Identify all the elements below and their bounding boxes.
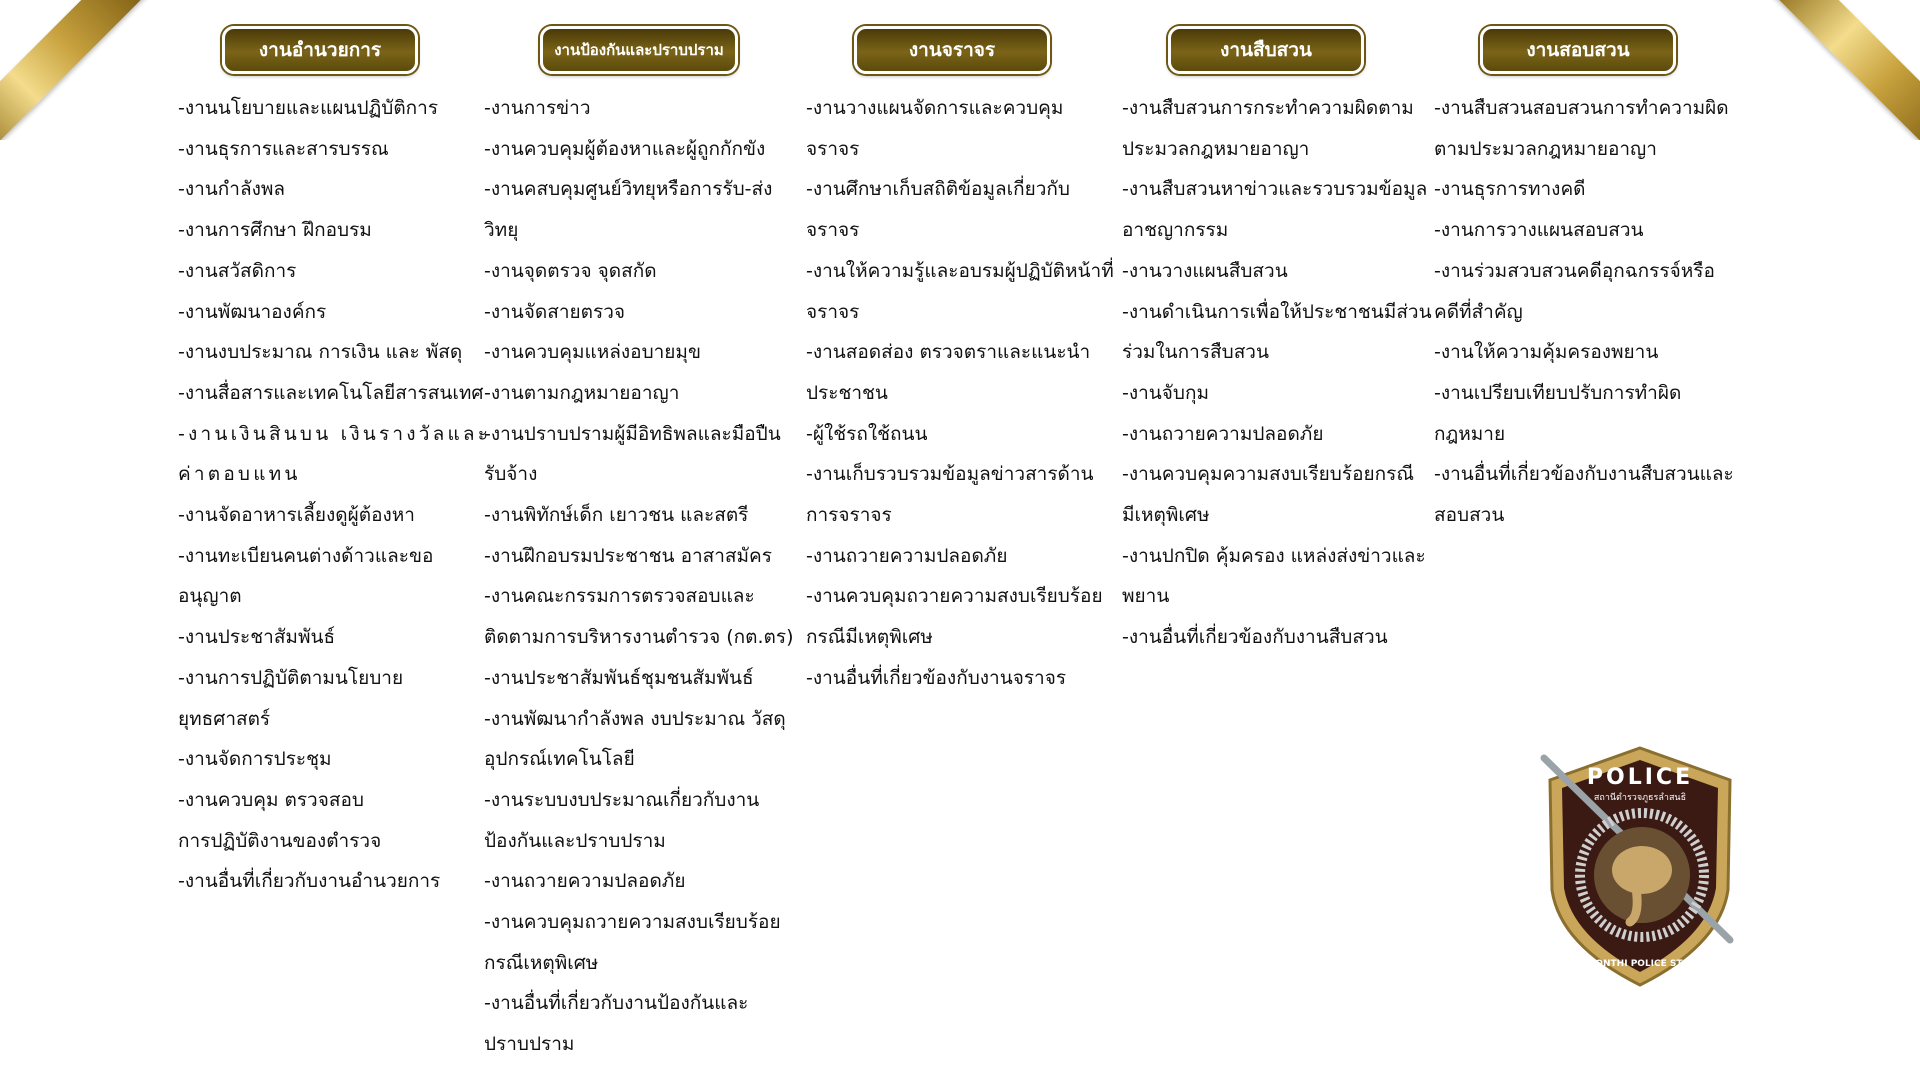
list-item: -งานประชาสัมพันธ์	[178, 626, 336, 649]
list-item: คดีที่สำคัญ	[1434, 300, 1523, 323]
list-item: กฎหมาย	[1434, 422, 1506, 445]
list-item: -งานเงินสินบน เงินรางวัลและ	[178, 422, 492, 445]
list-item: -งานปกปิด คุ้มครอง แหล่งส่งข่าวและ	[1122, 544, 1426, 567]
list-item: -งานดำเนินการเพื่อให้ประชาชนมีส่วน	[1122, 300, 1432, 323]
list-item: -งานธุรการทางคดี	[1434, 178, 1586, 201]
list-item: -งานเก็บรวบรวมข้อมูลข่าวสารด้าน	[806, 463, 1094, 486]
list-item: -งานควบคุมถวายความสงบเรียบร้อย	[484, 911, 781, 934]
list-item: -งานให้ความรู้และอบรมผู้ปฏิบัติหน้าที่	[806, 259, 1114, 282]
list-item: -งานควบคุมแหล่งอบายมุข	[484, 341, 701, 364]
list-item: -งานอื่นที่เกี่ยวข้องกับงานจราจร	[806, 666, 1067, 689]
list-item: วิทยุ	[484, 219, 519, 242]
list-item: -งานสืบสวนสอบสวนการทำความผิด	[1434, 97, 1729, 119]
police-badge-emblem	[1530, 740, 1750, 990]
list-item: -งานการข่าว	[484, 97, 591, 119]
list-item: -งานจุดตรวจ จุดสกัด	[484, 259, 657, 282]
list-item: ประมวลกฎหมายอาญา	[1122, 137, 1310, 160]
list-item: ปราบปราม	[484, 1033, 575, 1056]
task-list	[1434, 88, 1734, 536]
list-item: -งานอื่นที่เกี่ยวกับงานป้องกันและ	[484, 992, 749, 1015]
list-item: จราจร	[806, 300, 860, 323]
list-item: -งานพัฒนากำลังพล งบประมาณ วัสดุ	[484, 707, 786, 730]
badge-title: POLICE	[1586, 765, 1694, 790]
list-item: อนุญาต	[178, 585, 242, 608]
badge-ring-text: LAMSONTHI POLICE STATION	[1567, 959, 1713, 969]
list-item: ยุทธศาสตร์	[178, 707, 271, 730]
list-item: -งานวางแผนจัดการและควบคุม	[806, 97, 1064, 119]
list-item: -งานวางแผนสืบสวน	[1122, 259, 1288, 282]
list-item: -งานควบคุมถวายความสงบเรียบร้อย	[806, 585, 1103, 608]
list-item: -งานการศึกษา ฝึกอบรม	[178, 219, 372, 242]
list-item: -งานงบประมาณ การเงิน และ พัสดุ	[178, 341, 463, 364]
list-item: -งานพัฒนาองค์กร	[178, 300, 327, 323]
list-item: กรณีมีเหตุพิเศษ	[806, 626, 933, 649]
list-item: อาชญากรรม	[1122, 219, 1229, 242]
list-item: -งานธุรการและสารบรรณ	[178, 137, 389, 160]
list-item: -งานสื่อสารและเทคโนโลยีสารสนเทศ	[178, 381, 484, 404]
list-item: -งานประชาสัมพันธ์ชุมชนสัมพันธ์	[484, 666, 754, 689]
column-header: งานอำนวยการ	[222, 26, 418, 74]
list-item: -งานศึกษาเก็บสถิติข้อมูลเกี่ยวกับ	[806, 178, 1070, 201]
list-item: -งานการวางแผนสอบสวน	[1434, 219, 1644, 242]
list-item: ติดตามการบริหารงานตำรวจ (กต.ตร)	[484, 626, 794, 649]
list-item: -งานระบบงบประมาณเกี่ยวกับงาน	[484, 788, 760, 811]
badge-subtitle: สถานีตำรวจภูธรลำสนธิ	[1593, 793, 1687, 803]
gold-ribbon-right	[1750, 0, 1920, 140]
list-item: จราจร	[806, 219, 860, 242]
list-item: ประชาชน	[806, 381, 888, 404]
list-item: จราจร	[806, 137, 860, 160]
list-item: -งานสืบสวนหาข่าวและรวบรวมข้อมูล	[1122, 178, 1428, 201]
column-header: งานสืบสวน	[1168, 26, 1364, 74]
gold-ribbon-left	[0, 0, 170, 140]
list-item: -งานสอดส่อง ตรวจตราและแนะนำ	[806, 341, 1091, 364]
list-item: -งานจับกุม	[1122, 381, 1210, 404]
list-item: -งานสวัสดิการ	[178, 259, 297, 282]
list-item: -งานกำลังพล	[178, 178, 286, 201]
task-list	[1122, 88, 1432, 658]
list-item: -งานให้ความคุ้มครองพยาน	[1434, 341, 1659, 364]
list-item: -งานจัดสายตรวจ	[484, 300, 626, 323]
task-list	[484, 88, 794, 1065]
list-item: -งานเปรียบเทียบปรับการทำผิด	[1434, 381, 1682, 404]
list-item: -งานควบคุมความสงบเรียบร้อยกรณี	[1122, 463, 1414, 486]
list-item: -งานสืบสวนการกระทำความผิดตาม	[1122, 97, 1414, 119]
elephant-icon	[1612, 846, 1672, 894]
list-item: -งานพิทักษ์เด็ก เยาวชน และสตรี	[484, 504, 749, 527]
task-list	[178, 88, 491, 902]
list-item: ตามประมวลกฎหมายอาญา	[1434, 137, 1657, 160]
list-item: -งานตามกฎหมายอาญา	[484, 381, 680, 404]
list-item: -งานการปฏิบัติตามนโยบาย	[178, 666, 404, 689]
column-header: งานจราจร	[854, 26, 1050, 74]
list-item: สอบสวน	[1434, 504, 1505, 527]
list-item: -งานจัดการประชุม	[178, 748, 332, 771]
list-item: -งานถวายความปลอดภัย	[806, 544, 1008, 567]
list-item: -งานอื่นที่เกี่ยวข้องกับงานสืบสวนและ	[1434, 463, 1734, 486]
list-item: ป้องกันและปราบปราม	[484, 829, 666, 852]
column-header: งานสอบสวน	[1480, 26, 1676, 74]
list-item: มีเหตุพิเศษ	[1122, 504, 1210, 527]
list-item: รับจ้าง	[484, 463, 538, 486]
list-item: -งานคณะกรรมการตรวจสอบและ	[484, 585, 755, 608]
list-item: -งานนโยบายและแผนปฏิบัติการ	[178, 97, 439, 119]
list-item: -งานอื่นที่เกี่ยวข้องกับงานสืบสวน	[1122, 626, 1388, 649]
list-item: -งานควบคุมผู้ต้องหาและผู้ถูกกักขัง	[484, 137, 766, 160]
list-item: -งานทะเบียนคนต่างด้าวและขอ	[178, 544, 434, 567]
list-item: ร่วมในการสืบสวน	[1122, 341, 1269, 364]
list-item: -งานจัดอาหารเลี้ยงดูผู้ต้องหา	[178, 504, 415, 527]
list-item: -งานถวายความปลอดภัย	[1122, 422, 1324, 445]
list-item: -งานควบคุม ตรวจสอบ	[178, 788, 364, 811]
police-badge-logo	[1530, 740, 1750, 990]
list-item: -งานอื่นที่เกี่ยวกับงานอำนวยการ	[178, 870, 441, 893]
list-item: พยาน	[1122, 585, 1170, 608]
list-item: -งานร่วมสวบสวนคดีอุกฉกรรจ์หรือ	[1434, 259, 1715, 282]
list-item: กรณีเหตุพิเศษ	[484, 951, 599, 974]
list-item: การจราจร	[806, 504, 892, 527]
task-list	[806, 88, 1114, 699]
column-header: งานป้องกันและปราบปราม	[540, 26, 738, 74]
list-item: อุปกรณ์เทคโนโลยี	[484, 748, 635, 771]
list-item: -งานปราบปรามผู้มีอิทธิพลและมือปืน	[484, 422, 781, 445]
list-item: การปฏิบัติงานของตำรวจ	[178, 829, 382, 852]
list-item: -ผู้ใช้รถใช้ถนน	[806, 422, 928, 445]
list-item: -งานคสบคุมศูนย์วิทยุหรือการรับ-ส่ง	[484, 178, 773, 201]
list-item: -งานฝึกอบรมประชาชน อาสาสมัคร	[484, 544, 772, 567]
list-item: ค่าตอบแทน	[178, 463, 301, 486]
list-item: -งานถวายความปลอดภัย	[484, 870, 686, 893]
